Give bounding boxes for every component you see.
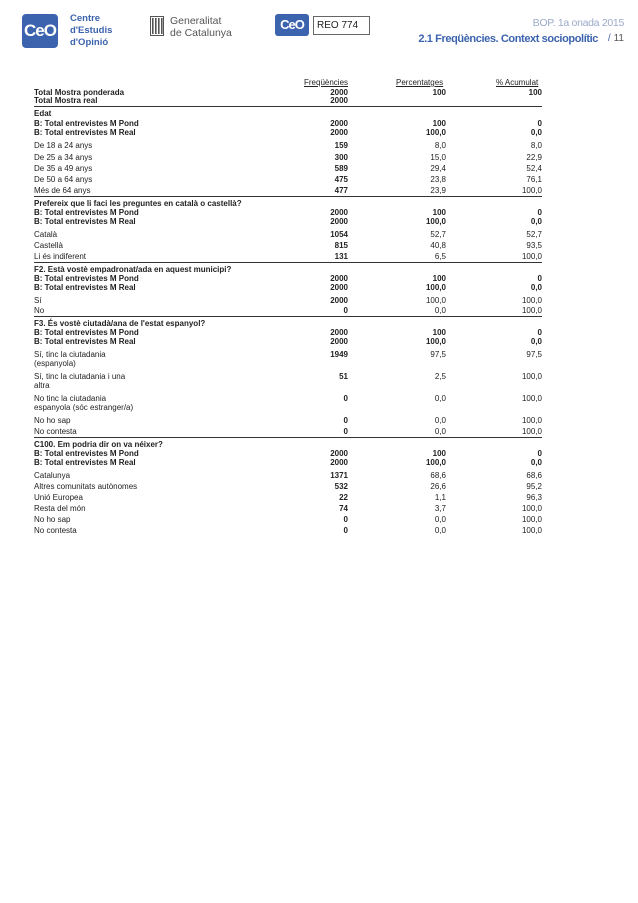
- cumulative-cell: 68,6: [526, 471, 542, 480]
- percentage-cell: 100,0: [425, 337, 446, 346]
- percentage-cell: 3,7: [434, 504, 446, 513]
- frequency-cell: 1371: [330, 471, 348, 480]
- cumulative-cell: 0,0: [530, 217, 542, 226]
- percentage-cell: 6,5: [434, 252, 446, 261]
- row-label: Sí: [34, 296, 42, 305]
- row-label: Catalunya: [34, 471, 71, 480]
- frequency-cell: 589: [334, 164, 348, 173]
- percentage-cell: 68,6: [430, 471, 446, 480]
- table-row: [34, 350, 542, 368]
- table-row: [34, 394, 542, 412]
- table-row: [34, 96, 542, 106]
- frequency-cell: 1054: [330, 230, 348, 239]
- table-row: [34, 128, 542, 138]
- frequency-cell: 815: [334, 241, 348, 250]
- frequency-cell: 2000: [330, 96, 348, 105]
- table-row: [34, 153, 542, 163]
- table-row: [34, 252, 542, 262]
- cumulative-cell: 100,0: [521, 372, 542, 381]
- percentage-cell: 8,0: [434, 141, 446, 150]
- percentage-cell: 100,0: [425, 458, 446, 467]
- frequency-cell: 2000: [330, 208, 348, 217]
- table-row: [34, 306, 542, 316]
- table-row: [34, 337, 542, 347]
- cumulative-cell: 0,0: [530, 337, 542, 346]
- table-row: [34, 186, 542, 196]
- frequency-cell: 1949: [330, 350, 348, 359]
- row-label: B: Total entrevistes M Pond: [34, 449, 139, 458]
- generalitat-emblem-icon: [150, 16, 164, 36]
- cumulative-cell: 100,0: [521, 252, 542, 261]
- percentage-cell: 0,0: [434, 515, 446, 524]
- table-row: [34, 283, 542, 293]
- row-label: Més de 64 anys: [34, 186, 91, 195]
- frequency-cell: 0: [343, 416, 348, 425]
- cumulative-cell: 0,0: [530, 458, 542, 467]
- table-row: [34, 109, 542, 119]
- cumulative-cell: 100,0: [521, 296, 542, 305]
- cumulative-cell: 0: [537, 274, 542, 283]
- percentage-cell: 0,0: [434, 526, 446, 535]
- cumulative-cell: 100: [528, 88, 542, 97]
- percentage-cell: 0,0: [434, 394, 446, 403]
- section-divider: [34, 316, 542, 317]
- cumulative-cell: 22,9: [526, 153, 542, 162]
- row-label: B: Total entrevistes M Real: [34, 128, 136, 137]
- row-label: Total Mostra real: [34, 96, 98, 105]
- column-header-percentages: Percentatges: [396, 78, 444, 87]
- row-label: B: Total entrevistes M Real: [34, 283, 136, 292]
- frequency-cell: 2000: [330, 119, 348, 128]
- table-row: [34, 458, 542, 468]
- frequency-cell: 300: [334, 153, 348, 162]
- row-label: B: Total entrevistes M Pond: [34, 208, 139, 217]
- percentage-cell: 100: [432, 449, 446, 458]
- frequency-cell: 2000: [330, 337, 348, 346]
- percentage-cell: 23,8: [430, 175, 446, 184]
- ceo-logo: CeO: [22, 14, 58, 48]
- frequency-cell: 159: [334, 141, 348, 150]
- page-header: [0, 0, 638, 60]
- row-label: No tinc la ciutadania espanyola (sóc estranger/a): [34, 394, 134, 412]
- row-label: Català: [34, 230, 58, 239]
- row-label: No contesta: [34, 526, 77, 535]
- frequency-cell: 22: [339, 493, 348, 502]
- row-label: Altres comunitats autònomes: [34, 482, 138, 491]
- column-header-frequencies: Freqüències: [304, 78, 349, 87]
- cumulative-cell: 100,0: [521, 306, 542, 315]
- row-label: De 50 a 64 anys: [34, 175, 93, 184]
- table-row: [34, 427, 542, 437]
- ceo-name: Centre d'Estudis d'Opinió: [70, 13, 113, 48]
- frequency-cell: 2000: [330, 217, 348, 226]
- percentage-cell: 23,9: [430, 186, 446, 195]
- percentage-cell: 2,5: [434, 372, 446, 381]
- row-label: De 25 a 34 anys: [34, 153, 93, 162]
- frequency-cell: 532: [334, 482, 348, 491]
- row-label: B: Total entrevistes M Real: [34, 458, 136, 467]
- frequency-cell: 0: [343, 526, 348, 535]
- row-label: C100. Em podria dir on va néixer?: [34, 440, 163, 449]
- row-label: B: Total entrevistes M Real: [34, 217, 136, 226]
- percentage-cell: 100: [432, 88, 446, 97]
- frequency-cell: 2000: [330, 449, 348, 458]
- row-label: F2. Està vostè empadronat/ada en aquest municipi?: [34, 265, 232, 274]
- section-divider: [34, 196, 542, 197]
- cumulative-cell: 52,4: [526, 164, 542, 173]
- percentage-cell: 100,0: [425, 296, 446, 305]
- cumulative-cell: 100,0: [521, 427, 542, 436]
- cumulative-cell: 96,3: [526, 493, 542, 502]
- cumulative-cell: 0: [537, 208, 542, 217]
- cumulative-cell: 100,0: [521, 526, 542, 535]
- percentage-cell: 100: [432, 274, 446, 283]
- section-divider: [34, 106, 542, 107]
- page-number: / 11: [607, 33, 624, 44]
- frequency-cell: 2000: [330, 283, 348, 292]
- row-label: Resta del món: [34, 504, 86, 513]
- cumulative-cell: 0: [537, 119, 542, 128]
- row-label: Unió Europea: [34, 493, 83, 502]
- cumulative-cell: 100,0: [521, 416, 542, 425]
- bop-title: BOP. 1a onada 2015: [532, 17, 624, 29]
- table-row: [34, 482, 542, 492]
- row-label: Edat: [34, 109, 52, 118]
- section-divider: [34, 262, 542, 263]
- frequency-cell: 2000: [330, 274, 348, 283]
- table-row: [34, 230, 542, 240]
- cumulative-cell: 8,0: [530, 141, 542, 150]
- row-label: De 35 a 49 anys: [34, 164, 93, 173]
- percentage-cell: 52,7: [430, 230, 446, 239]
- percentage-cell: 100,0: [425, 217, 446, 226]
- row-label: B: Total entrevistes M Pond: [34, 274, 139, 283]
- row-label: Total Mostra ponderada: [34, 88, 125, 97]
- row-label: F3. És vostè ciutadà/ana de l'estat espanyol?: [34, 319, 206, 328]
- row-label: No: [34, 306, 45, 315]
- frequency-cell: 475: [334, 175, 348, 184]
- cumulative-cell: 100,0: [521, 186, 542, 195]
- frequency-cell: 0: [343, 394, 348, 403]
- row-label: Prefereix que li faci les preguntes en català o castellà?: [34, 199, 242, 208]
- cumulative-cell: 100,0: [521, 504, 542, 513]
- table-row: [34, 164, 542, 174]
- cumulative-cell: 52,7: [526, 230, 542, 239]
- row-label: No ho sap: [34, 515, 71, 524]
- row-label: B: Total entrevistes M Pond: [34, 328, 139, 337]
- percentage-cell: 0,0: [434, 306, 446, 315]
- percentage-cell: 100: [432, 208, 446, 217]
- percentage-cell: 100,0: [425, 283, 446, 292]
- frequency-cell: 131: [334, 252, 348, 261]
- section-title: 2.1 Freqüències. Context sociopolític: [418, 33, 598, 45]
- table-row: [34, 372, 542, 390]
- section-divider: [34, 437, 542, 438]
- table-row: [34, 241, 542, 251]
- table-row: [34, 296, 542, 306]
- table-row: [34, 526, 542, 536]
- cumulative-cell: 0: [537, 449, 542, 458]
- percentage-cell: 0,0: [434, 427, 446, 436]
- percentage-cell: 97,5: [430, 350, 446, 359]
- cumulative-cell: 95,2: [526, 482, 542, 491]
- table-row: [34, 217, 542, 227]
- cumulative-cell: 76,1: [526, 175, 542, 184]
- cumulative-cell: 0,0: [530, 128, 542, 137]
- row-label: Sí, tinc la ciutadania i una altra: [34, 372, 126, 390]
- column-header-cumulative: % Acumulat: [496, 78, 539, 87]
- frequency-cell: 2000: [330, 128, 348, 137]
- row-label: B: Total entrevistes M Real: [34, 337, 136, 346]
- frequency-cell: 0: [343, 515, 348, 524]
- generalitat-name: Generalitat de Catalunya: [170, 15, 232, 39]
- row-label: Castellà: [34, 241, 63, 250]
- frequency-cell: 51: [339, 372, 348, 381]
- row-label: B: Total entrevistes M Pond: [34, 119, 139, 128]
- percentage-cell: 15,0: [430, 153, 446, 162]
- table-row: [34, 493, 542, 503]
- cumulative-cell: 0,0: [530, 283, 542, 292]
- cumulative-cell: 0: [537, 328, 542, 337]
- frequency-cell: 2000: [330, 88, 348, 97]
- row-label: No contesta: [34, 427, 77, 436]
- cumulative-cell: 93,5: [526, 241, 542, 250]
- table-row: [34, 504, 542, 514]
- cumulative-cell: 97,5: [526, 350, 542, 359]
- frequency-cell: 74: [339, 504, 348, 513]
- frequency-cell: 0: [343, 427, 348, 436]
- table-row: [34, 141, 542, 151]
- cumulative-cell: 100,0: [521, 515, 542, 524]
- frequency-cell: 2000: [330, 458, 348, 467]
- frequency-cell: 0: [343, 306, 348, 315]
- percentage-cell: 40,8: [430, 241, 446, 250]
- table-row: [34, 175, 542, 185]
- percentage-cell: 100: [432, 328, 446, 337]
- percentage-cell: 1,1: [434, 493, 446, 502]
- reo-ceo-logo: CeO: [275, 14, 309, 36]
- percentage-cell: 100,0: [425, 128, 446, 137]
- table-row: [34, 515, 542, 525]
- percentage-cell: 29,4: [430, 164, 446, 173]
- row-label: No ho sap: [34, 416, 71, 425]
- percentage-cell: 0,0: [434, 416, 446, 425]
- percentage-cell: 26,6: [430, 482, 446, 491]
- row-label: Sí, tinc la ciutadania (espanyola): [34, 350, 106, 368]
- frequency-cell: 2000: [330, 296, 348, 305]
- table-row: [34, 416, 542, 426]
- table-row: [34, 471, 542, 481]
- frequency-cell: 477: [334, 186, 348, 195]
- row-label: Li és indiferent: [34, 252, 87, 261]
- percentage-cell: 100: [432, 119, 446, 128]
- reo-label: REO 774: [313, 16, 370, 35]
- row-label: De 18 a 24 anys: [34, 141, 93, 150]
- frequency-cell: 2000: [330, 328, 348, 337]
- cumulative-cell: 100,0: [521, 394, 542, 403]
